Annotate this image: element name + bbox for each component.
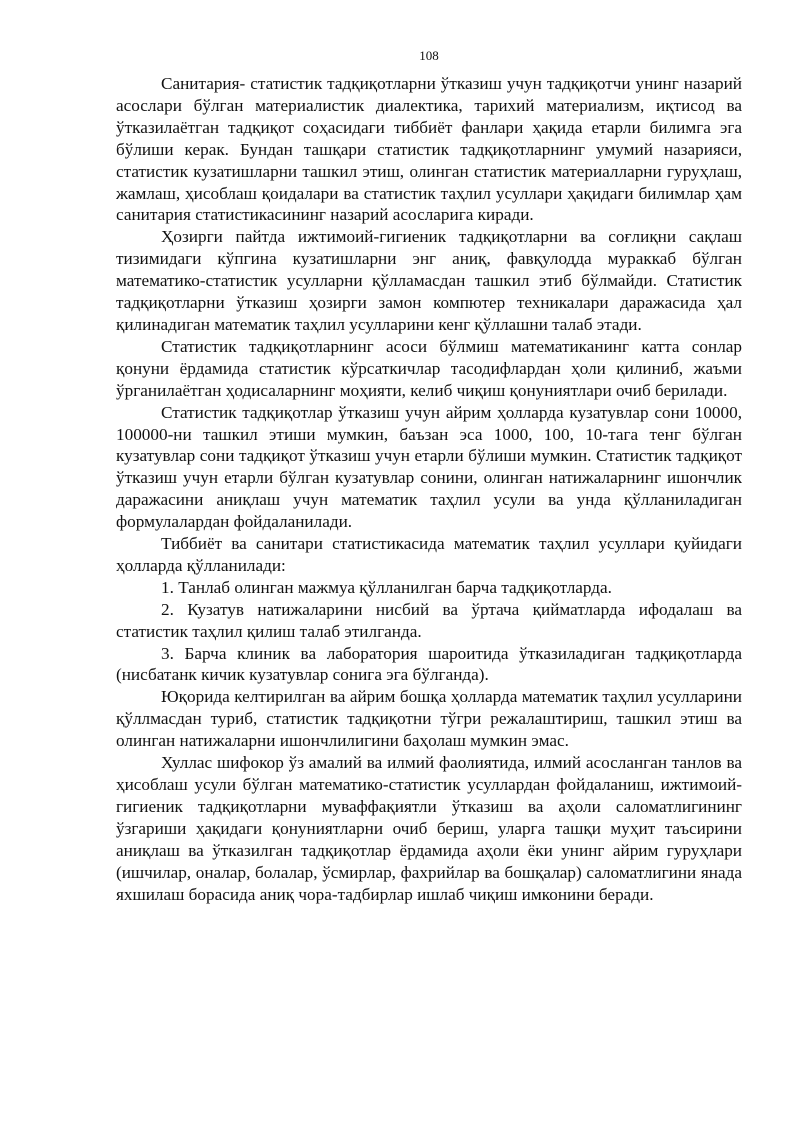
list-item-1: 1. Танлаб олинган мажмуа қўлланилган барча тадқиқотларда. xyxy=(161,577,612,597)
page-number: 108 xyxy=(419,48,439,63)
body-text xyxy=(116,73,742,905)
paragraph-necessity: Юқорида келтирилган ва айрим бошқа ҳолларда математик таҳлил усулларини қўллмасдан туриб, статистик тадқиқотни тўгри режалаштириш, ташкил этиш ва олинган натижаларни ишончлилигини баҳолаш мумкин эмас. xyxy=(116,687,742,751)
paragraph-conclusion: Хуллас шифокор ўз амалий ва илмий фаолиятида, илмий асосланган танлов ва ҳисоблаш усули бўлган математико-статистик усуллардан фойдаланиш, ижтимоий-гигиеник тадқиқотларни муваффақиятли ўтказиш ва аҳоли саломатлигининг ўзгариши ҳақидаги қонуниятларни очиб бериш, уларга ташқи муҳит таъсирини аниқлаш ва ўтказилган тадқиқотлар ёрдамида аҳоли ёки унинг айрим гуруҳлари (ишчилар, оналар, болалар, ўсмирлар, фахрийлар ва бошқалар) саломатлигини янада яхшилаш борасида аниқ чора-тадбирлар ишлаб чиқиш имконини беради. xyxy=(116,753,742,904)
list-item-3: 3. Барча клиник ва лаборатория шароитида ўтказиладиган тадқиқотларда (нисбатанк кичик кузатувлар сонига эга бўлганда). xyxy=(116,643,742,685)
document-page xyxy=(116,0,742,1131)
paragraph-modern-methods: Ҳозирги пайтда ижтимоий-гигиеник тадқиқотларни ва соғлиқни сақлаш тизимидаги кўпгина кузатишларни энг аниқ, фавқулодда мураккаб бўлган математико-статистик усулларни қўлламасдан ташкил этиб бўлмайди. Статистик тадқиқотларни ўтказиш ҳозирги замон компютер техникалари даражасида ҳал қилинадиган математик таҳлил усулларини кенг қўллашни талаб этади. xyxy=(116,227,742,334)
paragraph-law-of-large-numbers: Статистик тадқиқотларнинг асоси бўлмиш математиканинг катта сонлар қонуни ёрдамида статистик кўрсаткичлар тасодифлардан ҳоли қилиниб, жаъми ўрганилаётган ҳодисаларнинг моҳияти, келиб чиқиш қонуниятлари очиб берилади. xyxy=(116,336,742,400)
paragraph-application-intro: Тиббиёт ва санитари статистикасида математик таҳлил усуллари қуйидаги ҳолларда қўлланилади: xyxy=(116,534,742,575)
list-item-2: 2. Кузатув натижаларини нисбий ва ўртача қийматларда ифодалаш ва статистик таҳлил қилиш талаб этилганда. xyxy=(116,599,742,641)
paragraph-number-of-observations: Статистик тадқиқотлар ўтказиш учун айрим ҳолларда кузатувлар сони 10000, 100000-ни ташкил этиши мумкин, баъзан эса 1000, 100, 10-тага тенг бўлган кузатувлар сони тадқиқот ўтказиш учун етарли бўлиши мумкин. Статистик тадқиқот ўтказиш учун етарли бўлган кузатувлар сонини, олинган натижаларнинг ишончлик даражасини аниқлаш учун математик таҳлил усули ва унда қўлланиладиган формулалардан фойдаланилади. xyxy=(116,402,742,532)
paragraph-statistical-research-foundations: Санитария- статистик тадқиқотларни ўтказиш учун тадқиқотчи унинг назарий асослари бўлган материалистик диалектика, тарихий материализм, иқтисод ва ўтказилаётган тадқиқот соҳасидаги тиббиёт фанлари ҳақида етарли билимга эга бўлиши керак. Бундан ташқари статистик тадқиқотларнинг умумий назарияси, статистик кузатишларни ташкил этиш, олинган статистик материалларни гуруҳлаш, жамлаш, ҳисоблаш қоидалари ва статистик таҳлил усуллари ҳақидаги билимлар ҳам санитария статистикасининг назарий асосларига киради. xyxy=(116,74,742,225)
